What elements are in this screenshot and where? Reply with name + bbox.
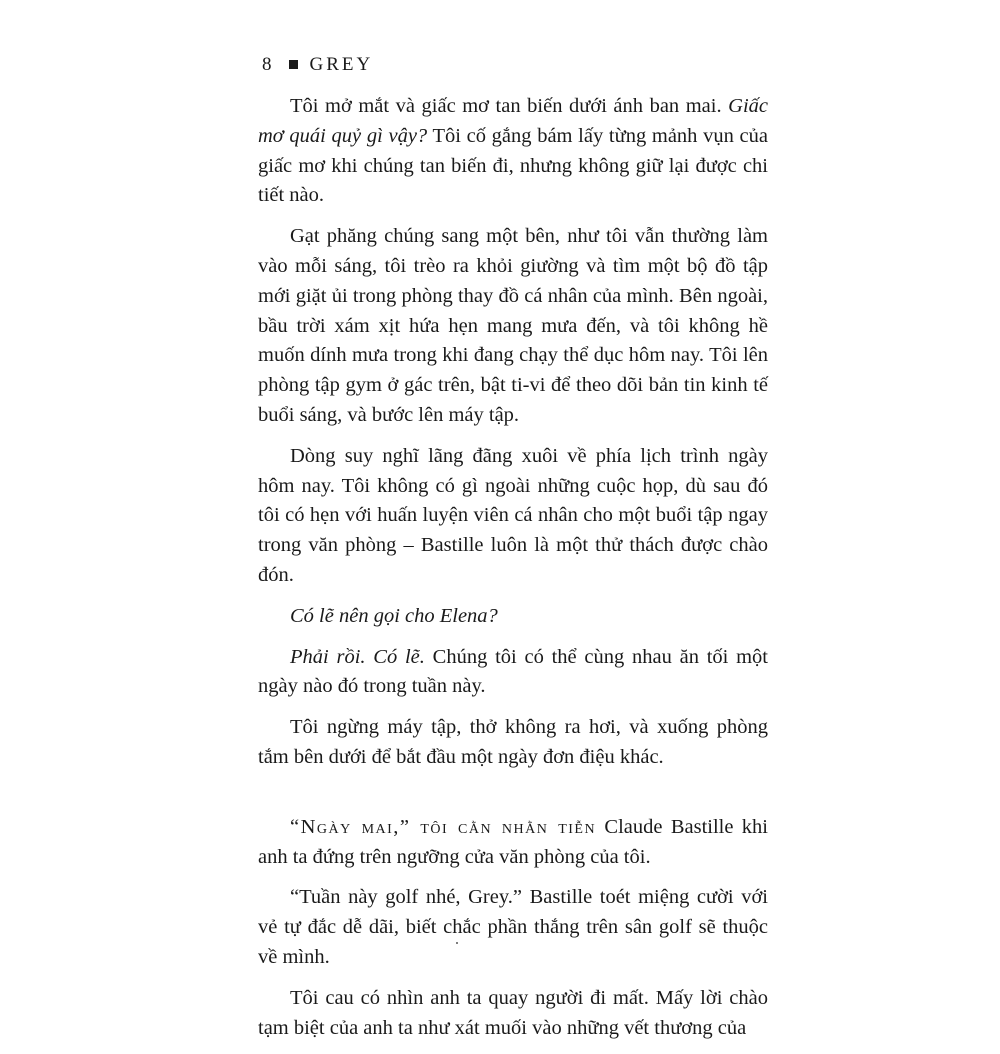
paragraph [258, 713, 768, 773]
running-head [262, 54, 373, 76]
paragraph [258, 883, 768, 972]
paragraph [258, 222, 768, 431]
print-speck [456, 942, 458, 944]
paragraph [258, 813, 768, 873]
small-caps-lead: “Ngày mai,” tôi cằn nhằn tiễn [290, 815, 597, 838]
text-run: Tôi ngừng máy tập, thở không ra hơi, và xuống phòng tắm bên dưới để bắt đầu một ngày đơn điệu khác. [258, 716, 768, 768]
body-text [258, 92, 768, 1054]
paragraph [258, 984, 768, 1044]
text-run: Tôi cố gắng bám lấy từng mảnh vụn của giấc mơ khi chúng tan biến đi, nhưng không giữ lại được chi tiết nào. [258, 124, 768, 207]
text-run: Gạt phăng chúng sang một bên, như tôi vẫn thường làm vào mỗi sáng, tôi trèo ra khỏi giường và tìm một bộ đồ tập mới giặt ủi trong phòng thay đồ cá nhân của mình. Bên ngoài, bầu trời xám xịt hứa hẹn mang mưa đến, và tôi không hề muốn dính mưa trong khi đang chạy thể dục hôm nay. Tôi lên phòng tập gym ở gác trên, bật ti-vi để theo dõi bản tin kinh tế buổi sáng, và bước lên máy tập. [258, 225, 768, 426]
text-run: Tôi mở mắt và giấc mơ tan biến dưới ánh ban mai. [290, 95, 729, 117]
italic-text: Giấc mơ quái quỷ gì vậy? [258, 95, 768, 147]
book-title: GREY [309, 54, 374, 75]
paragraph [258, 602, 768, 632]
text-run: Claude Bastille khi anh ta đứng trên ngưỡng cửa văn phòng của tôi. [258, 815, 768, 868]
paragraph [258, 643, 768, 703]
paragraph [258, 442, 768, 591]
page-number: 8 [262, 54, 275, 75]
text-run: Dòng suy nghĩ lãng đãng xuôi về phía lịch trình ngày hôm nay. Tôi không có gì ngoài những cuộc họp, dù sau đó tôi có hẹn với huấn luyện viên cá nhân cho một buổi tập ngay trong văn phòng – Bastille luôn là một thử thách được chào đón. [258, 444, 768, 586]
text-run: “Tuần này golf nhé, Grey.” Bastille toét miệng cười với vẻ tự đắc dễ dãi, biết chắc phần thắng trên sân golf sẽ thuộc về mình. [258, 886, 768, 968]
text-run: Tôi cau có nhìn anh ta quay người đi mất. Mấy lời chào tạm biệt của anh ta như xát muối vào những vết thương của [258, 986, 768, 1039]
paragraph [258, 92, 768, 211]
italic-text: Có lẽ nên gọi cho Elena? [290, 604, 498, 627]
header-separator-square [289, 60, 298, 69]
text-run: Chúng tôi có thể cùng nhau ăn tối một ngày nào đó trong tuần này. [258, 645, 768, 698]
italic-text: Phải rồi. Có lẽ. [290, 645, 425, 668]
